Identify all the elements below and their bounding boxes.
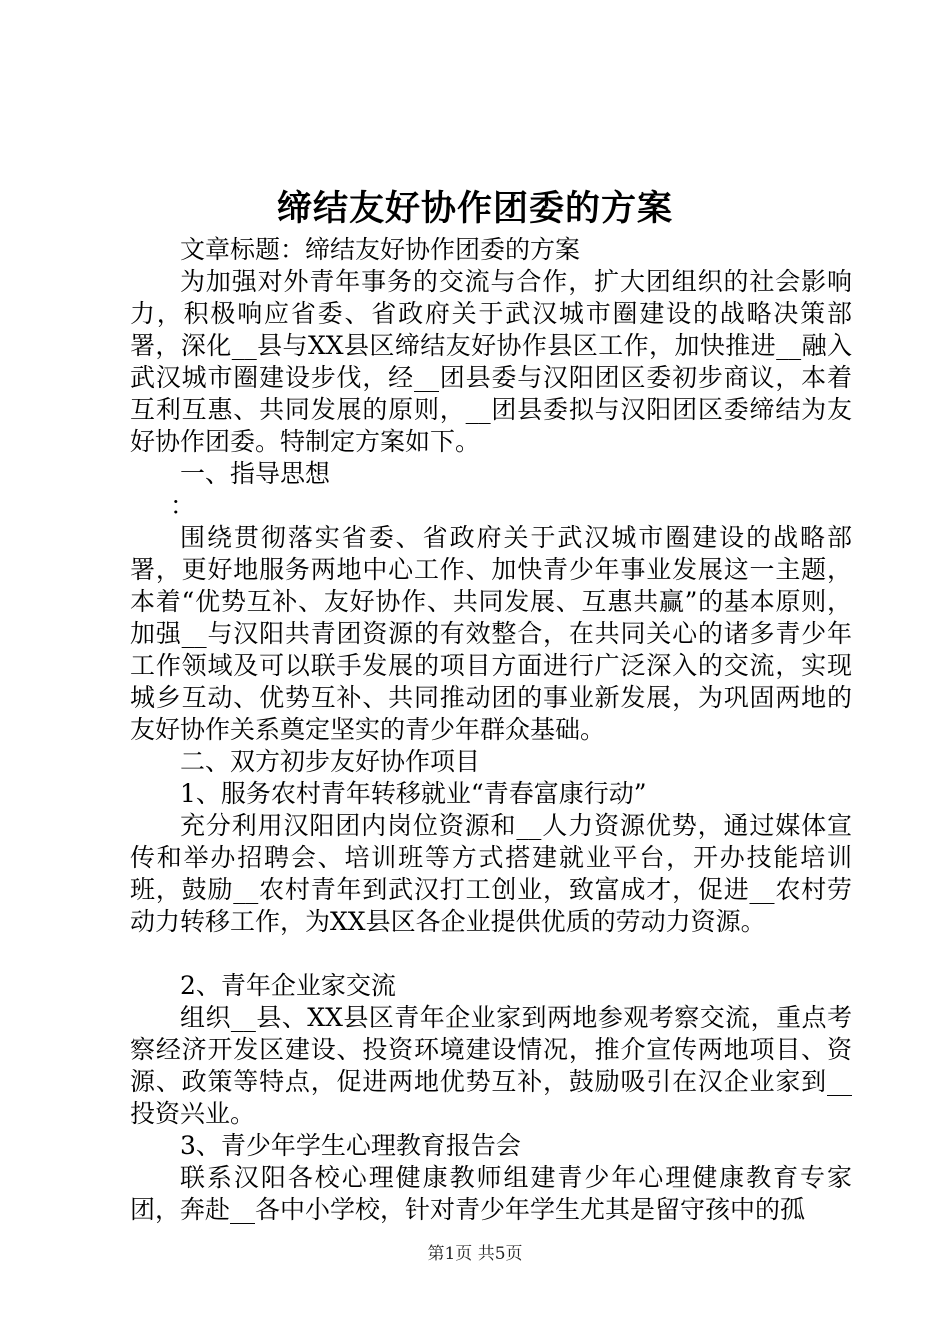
article-title-line: 文章标题：缔结友好协作团委的方案 xyxy=(180,235,581,264)
guiding-ideology-paragraph: 围绕贯彻落实省委、省政府关于武汉城市圈建设的战略部署，更好地服务两地中心工作、加快青少年事业发展这一主题，本着“优势互补、友好协作、共同发展、互惠共赢”的基本原则，加强__与汉阳共青团资源的有效整合，在共同关心的诸多青少年工作领域及可以联手发展的项目方面进行广泛深入的交流，实现城乡互动、优势互补、共同推动团的事业新发展，为巩固两地的友好协作关系奠定坚实的青少年群众基础。 xyxy=(130,523,852,744)
subheading-youth-employment: 1、服务农村青年转移就业“青春富康行动” xyxy=(180,779,647,808)
document-title: 缔结友好协作团委的方案 xyxy=(276,188,673,229)
youth-employment-paragraph: 充分利用汉阳团内岗位资源和__人力资源优势，通过媒体宣传和举办招聘会、培训班等方式搭建就业平台，开办技能培训班，鼓励__农村青年到武汉打工创业，致富成才，促进__农村劳动力转移工作，为XX县区各企业提供优质的劳动力资源。 xyxy=(130,811,852,936)
psychology-lecture-paragraph: 联系汉阳各校心理健康教师组建青少年心理健康教育专家团，奔赴__各中小学校，针对青少年学生尤其是留守孩中的孤 xyxy=(130,1163,852,1224)
document-body xyxy=(130,234,852,1226)
section-heading-guiding-ideology: 一、指导思想 xyxy=(180,459,331,488)
intro-paragraph: 为加强对外青年事务的交流与合作，扩大团组织的社会影响力，积极响应省委、省政府关于武汉城市圈建设的战略决策部署，深化__县与XX县区缔结友好协作县区工作，加快推进__融入武汉城市圈建设步伐，经__团县委与汉阳团区委初步商议，本着互利互惠、共同发展的原则，__团县委拟与汉阳团区委缔结为友好协作团委。特制定方案如下。 xyxy=(130,267,852,456)
colon-line: ： xyxy=(170,491,196,520)
section-heading-cooperation-projects: 二、双方初步友好协作项目 xyxy=(180,747,481,776)
subheading-psychology-lecture: 3、青少年学生心理教育报告会 xyxy=(180,1131,521,1160)
entrepreneur-exchange-paragraph: 组织__县、XX县区青年企业家到两地参观考察交流，重点考察经济开发区建设、投资环境建设情况，推介宣传两地项目、资源、政策等特点，促进两地优势互补，鼓励吸引在汉企业家到__投资兴业。 xyxy=(130,1003,852,1128)
blank-line xyxy=(130,938,852,970)
subheading-entrepreneur-exchange: 2、青年企业家交流 xyxy=(180,971,396,1000)
page-number-footer: 第1页 共5页 xyxy=(427,1244,523,1264)
